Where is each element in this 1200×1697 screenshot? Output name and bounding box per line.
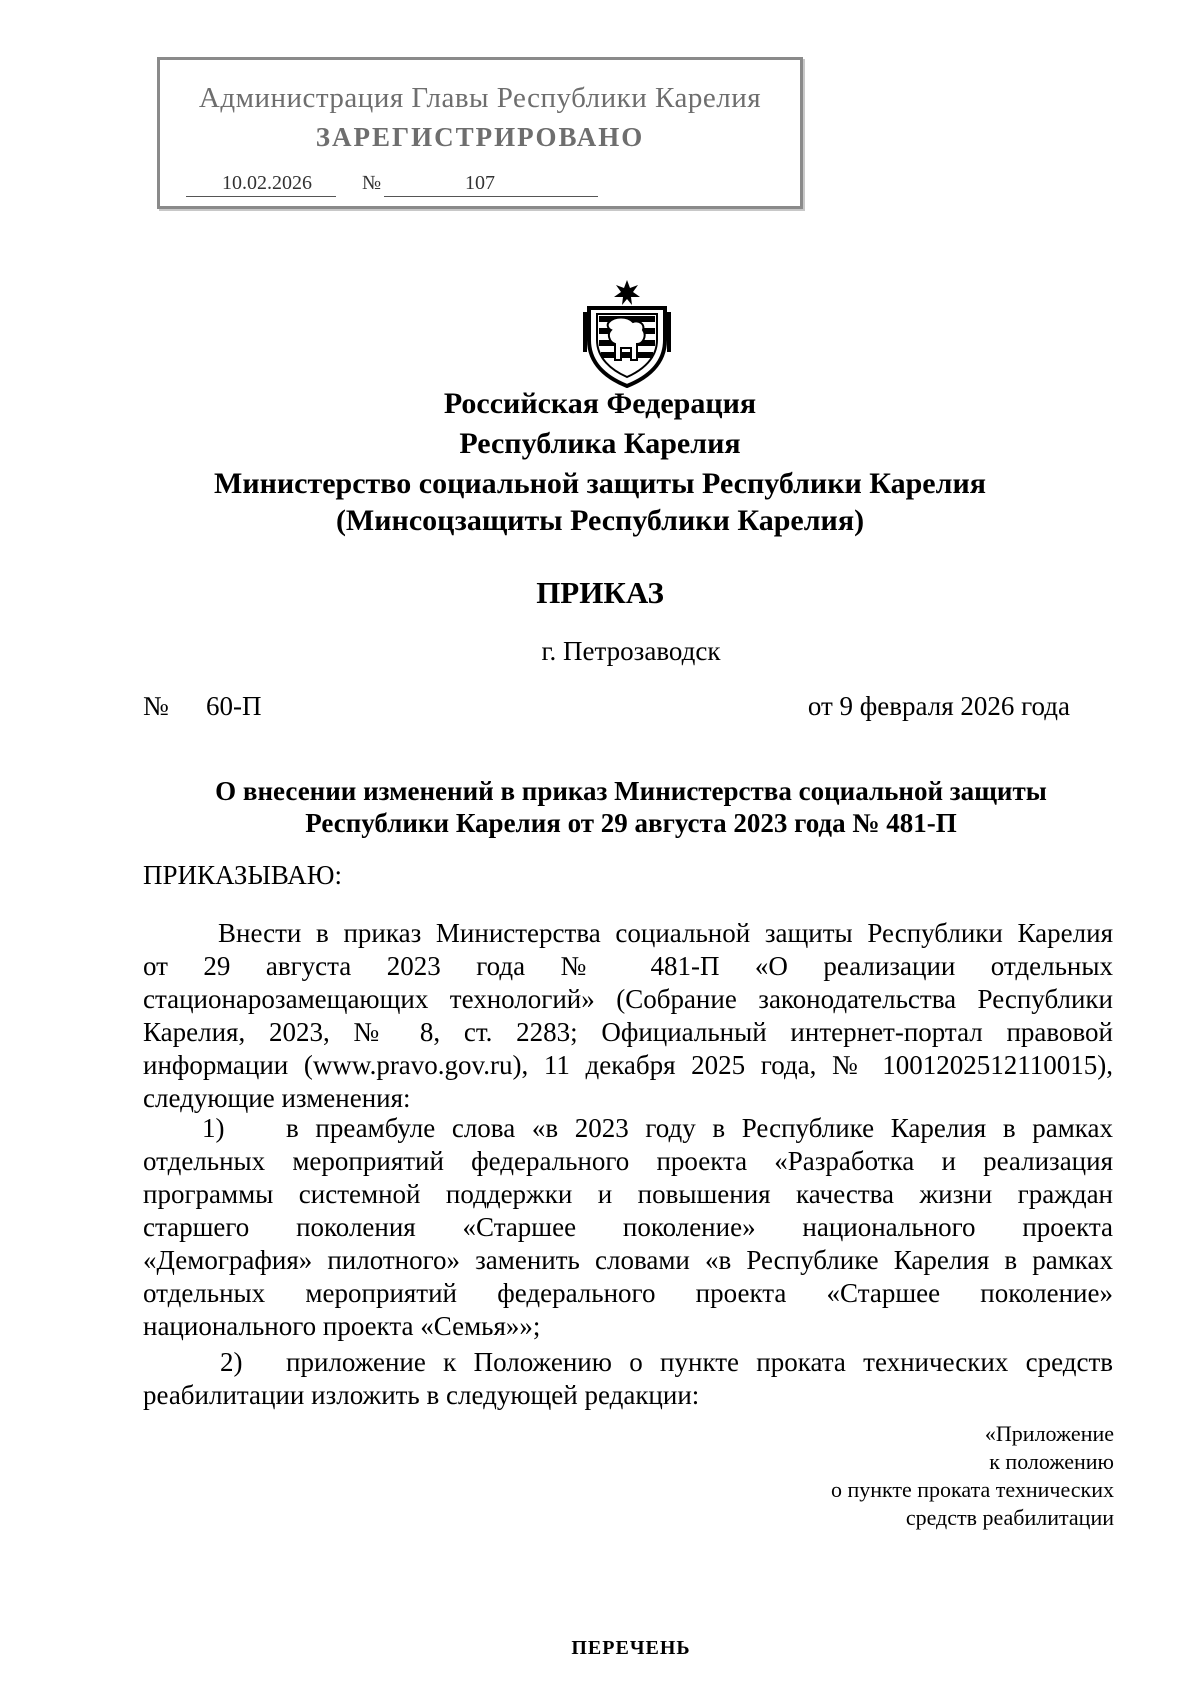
item-1-line: отдельных мероприятий федерального проекта «Разработка и реализация — [143, 1146, 1113, 1176]
intro-line: от 29 августа 2023 года № 481-П «О реализации отдельных — [143, 951, 1113, 981]
intro-line: Внести в приказ Министерства социальной защиты Республики Карелия — [218, 918, 1113, 948]
stamp-status: ЗАРЕГИСТРИРОВАНО — [315, 122, 645, 152]
karelia-coat-of-arms-icon — [577, 278, 677, 388]
intro-line: стационарозамещающих технологий» (Собрание законодательства Республики — [143, 984, 1113, 1014]
stamp-date-underline — [186, 196, 336, 197]
intro-line: следующие изменения: — [143, 1083, 411, 1113]
command-word: ПРИКАЗЫВАЮ: — [143, 860, 342, 890]
stamp-number-sign: № — [362, 172, 382, 194]
appendix-caption-line: «Приложение — [984, 1421, 1114, 1446]
list-title: ПЕРЕЧЕНЬ — [571, 1637, 691, 1659]
item-2-line: реабилитации изложить в следующей редакции: — [143, 1380, 700, 1410]
item-1-line: национального проекта «Семья»»; — [143, 1311, 541, 1341]
item-2 — [143, 1346, 1113, 1412]
appendix-caption — [831, 1420, 1114, 1532]
registration-stamp — [157, 57, 803, 209]
appendix-caption-line: к положению — [989, 1449, 1114, 1474]
ministry-name: Министерство социальной защиты Республики Карелия — [214, 467, 986, 500]
city: г. Петрозаводск — [541, 636, 721, 666]
ministry-short-name: (Минсоцзащиты Республики Карелия) — [335, 504, 865, 537]
item-1 — [143, 1112, 1113, 1343]
order-date: от 9 февраля 2026 года — [807, 691, 1070, 721]
order-title-line-2: Республики Карелия от 29 августа 2023 года № 481-П — [305, 808, 957, 838]
order-number: 60-П — [206, 691, 262, 721]
region-name: Республика Карелия — [459, 427, 741, 460]
stamp-number-underline — [384, 196, 598, 197]
appendix-caption-line: о пункте проката технических — [830, 1477, 1114, 1502]
item-1-line: программы системной поддержки и повышения качества жизни граждан — [143, 1179, 1113, 1209]
item-2-number: 2) — [220, 1347, 243, 1377]
country-name: Российская Федерация — [443, 387, 757, 420]
item-1-number: 1) — [202, 1113, 225, 1143]
item-2-line: приложение к Положению о пункте проката технических средств — [286, 1347, 1113, 1377]
document-type: ПРИКАЗ — [536, 575, 664, 610]
stamp-number: 107 — [465, 172, 495, 194]
item-1-line: в преамбуле слова «в 2023 году в Республике Карелия в рамках — [286, 1113, 1113, 1143]
stamp-date: 10.02.2026 — [222, 172, 312, 194]
item-1-line: отдельных мероприятий федерального проекта «Старшее поколение» — [143, 1278, 1113, 1308]
item-1-line: старшего поколения «Старшее поколение» национального проекта — [143, 1212, 1113, 1242]
intro-paragraph — [143, 917, 1113, 1115]
intro-line: Карелия, 2023, № 8, ст. 2283; Официальный интернет-портал правовой — [143, 1017, 1113, 1047]
stamp-organization: Администрация Главы Республики Карелия — [198, 82, 762, 114]
order-title-line-1: О внесении изменений в приказ Министерства социальной защиты — [215, 776, 1047, 806]
item-1-line: «Демография» пилотного» заменить словами «в Республике Карелия в рамках — [143, 1245, 1113, 1275]
intro-line: информации (www.pravo.gov.ru), 11 декабря 2025 года, № 1001202512110015), — [143, 1050, 1113, 1080]
order-number-sign: № — [143, 691, 169, 721]
appendix-caption-line: средств реабилитации — [905, 1505, 1114, 1530]
